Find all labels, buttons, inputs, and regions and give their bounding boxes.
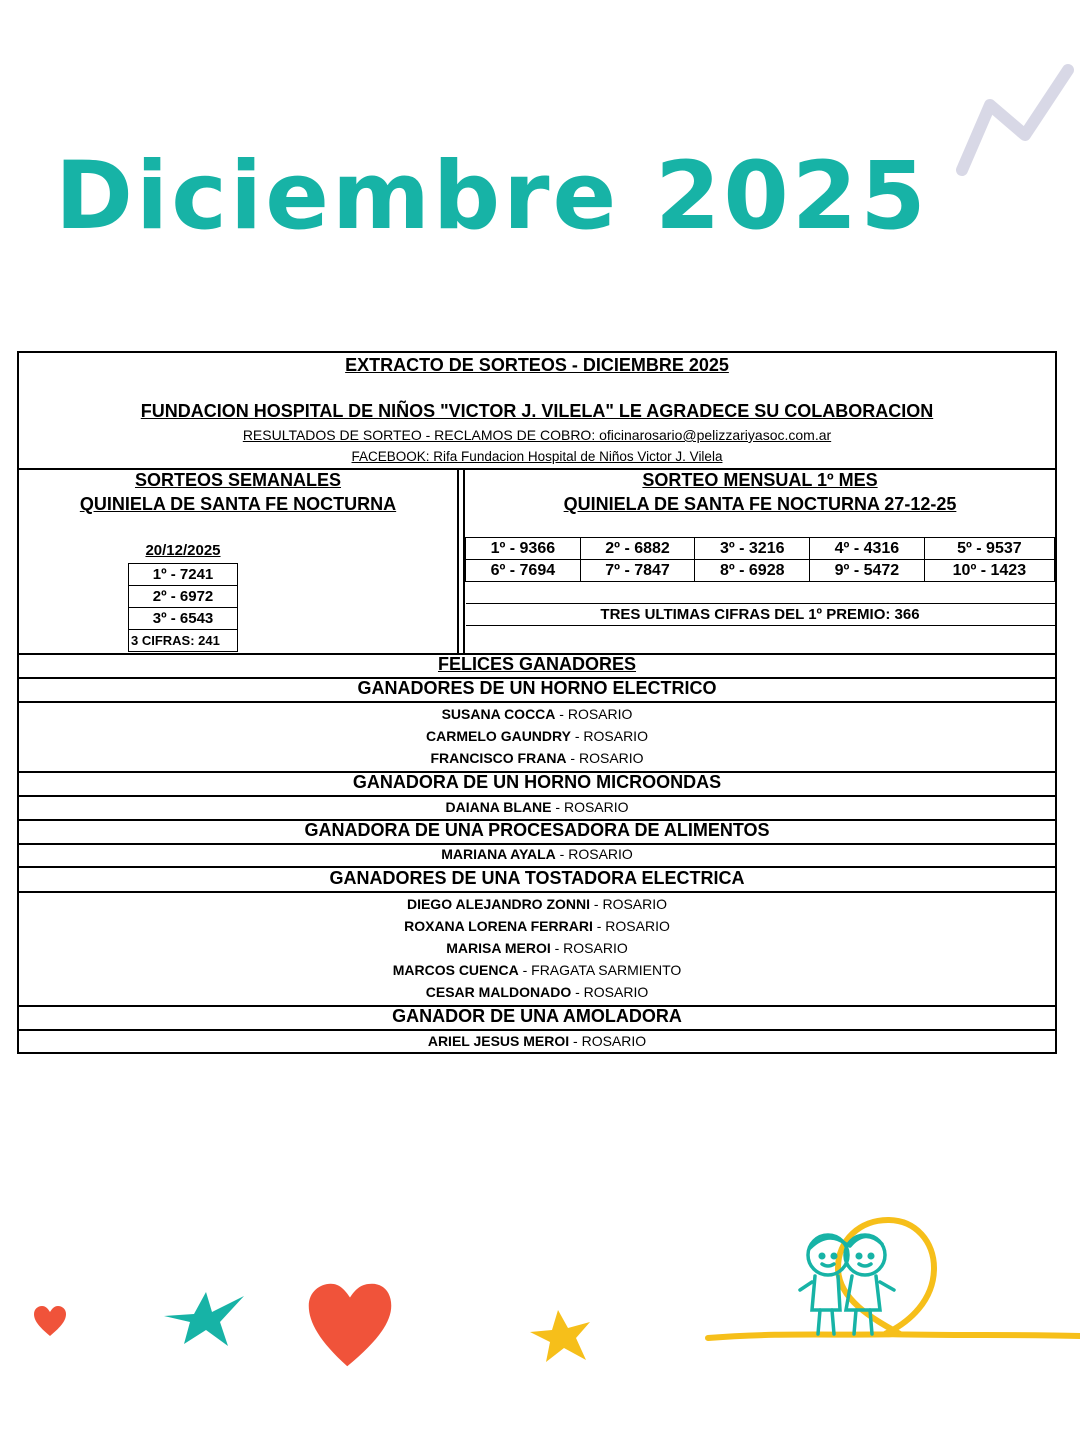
big-heart-icon: [306, 1280, 394, 1370]
prize-title: GANADORA DE UN HORNO MICROONDAS: [352, 772, 722, 792]
weekly-subtitle: QUINIELA DE SANTA FE NOCTURNA: [79, 494, 397, 514]
weekly-title: SORTEOS SEMANALES: [134, 470, 342, 490]
facebook-line: FACEBOOK: Rifa Fundacion Hospital de Niños Victor J. Vilela: [351, 449, 723, 464]
winner: MARIANA AYALA - ROSARIO: [441, 846, 633, 862]
last-three-digits: TRES ULTIMAS CIFRAS DEL 1º PREMIO: 366: [466, 604, 1055, 626]
weekly-result: 2º - 6972: [129, 586, 238, 608]
winners-list: [19, 703, 1055, 769]
winner: MARISA MEROI - ROSARIO: [446, 940, 628, 956]
sheet-title: EXTRACTO DE SORTEOS - DICIEMBRE 2025: [345, 355, 729, 375]
results-contact-line: RESULTADOS DE SORTEO - RECLAMOS DE COBRO: oficinarosario@pelizzariyasoc.com.ar: [242, 427, 832, 443]
monthly-result: 3º - 3216: [695, 538, 810, 560]
teal-star-icon: [162, 1290, 246, 1350]
small-heart-icon: [34, 1305, 66, 1339]
weekly-result: 3º - 6543: [129, 608, 238, 630]
monthly-panel: [463, 469, 1055, 655]
winner: DAIANA BLANE - ROSARIO: [445, 799, 629, 815]
monthly-result: 2º - 6882: [580, 538, 695, 560]
monthly-result: 8º - 6928: [695, 560, 810, 582]
monthly-results-table: [465, 537, 1055, 626]
weekly-date: 20/12/2025: [145, 542, 221, 559]
squiggle-decoration: [950, 60, 1080, 180]
monthly-result: 4º - 4316: [810, 538, 925, 560]
winner: MARCOS CUENCA - FRAGATA SARMIENTO: [392, 962, 682, 978]
prize-title: GANADOR DE UNA AMOLADORA: [392, 1006, 682, 1026]
felices-ganadores: FELICES GANADORES: [437, 654, 637, 674]
winner: DIEGO ALEJANDRO ZONNI - ROSARIO: [406, 896, 668, 912]
weekly-three-digits: 3 CIFRAS: 241: [129, 630, 238, 652]
weekly-results-table: [128, 563, 238, 652]
winner: CARMELO GAUNDRY - ROSARIO: [426, 728, 648, 744]
weekly-result: 1º - 7241: [129, 564, 238, 586]
monthly-result: 1º - 9366: [466, 538, 581, 560]
monthly-subtitle: QUINIELA DE SANTA FE NOCTURNA 27-12-25: [563, 494, 957, 514]
winner: ARIEL JESUS MEROI - ROSARIO: [427, 1033, 647, 1049]
prize-title: GANADORA DE UNA PROCESADORA DE ALIMENTOS: [304, 820, 770, 840]
foundation-line: FUNDACION HOSPITAL DE NIÑOS "VICTOR J. VILELA" LE AGRADECE SU COLABORACION: [140, 401, 934, 421]
monthly-result: 6º - 7694: [466, 560, 581, 582]
prize-title: GANADORES DE UN HORNO ELECTRICO: [357, 678, 717, 698]
winner: CESAR MALDONADO - ROSARIO: [425, 984, 649, 1000]
winner: SUSANA COCCA - ROSARIO: [441, 706, 633, 722]
weekly-panel: [19, 469, 459, 655]
page-title: Diciembre 2025: [55, 142, 929, 251]
winner: FRANCISCO FRANA - ROSARIO: [430, 750, 644, 766]
winners-list: [19, 843, 1055, 865]
monthly-result: 9º - 5472: [810, 560, 925, 582]
prize-title: GANADORES DE UNA TOSTADORA ELECTRICA: [329, 868, 745, 888]
results-sheet: [17, 351, 1057, 1054]
monthly-result: 7º - 7847: [580, 560, 695, 582]
winners-list: [19, 796, 1055, 818]
winners-list: [19, 893, 1055, 1003]
kids-logo-icon: [700, 1210, 1080, 1350]
winners-list: [19, 1030, 1055, 1052]
monthly-result: 10º - 1423: [924, 560, 1054, 582]
yellow-star-icon: [528, 1308, 594, 1364]
monthly-title: SORTEO MENSUAL 1º MES: [642, 470, 878, 490]
winner: ROXANA LORENA FERRARI - ROSARIO: [404, 918, 670, 934]
monthly-result: 5º - 9537: [924, 538, 1054, 560]
